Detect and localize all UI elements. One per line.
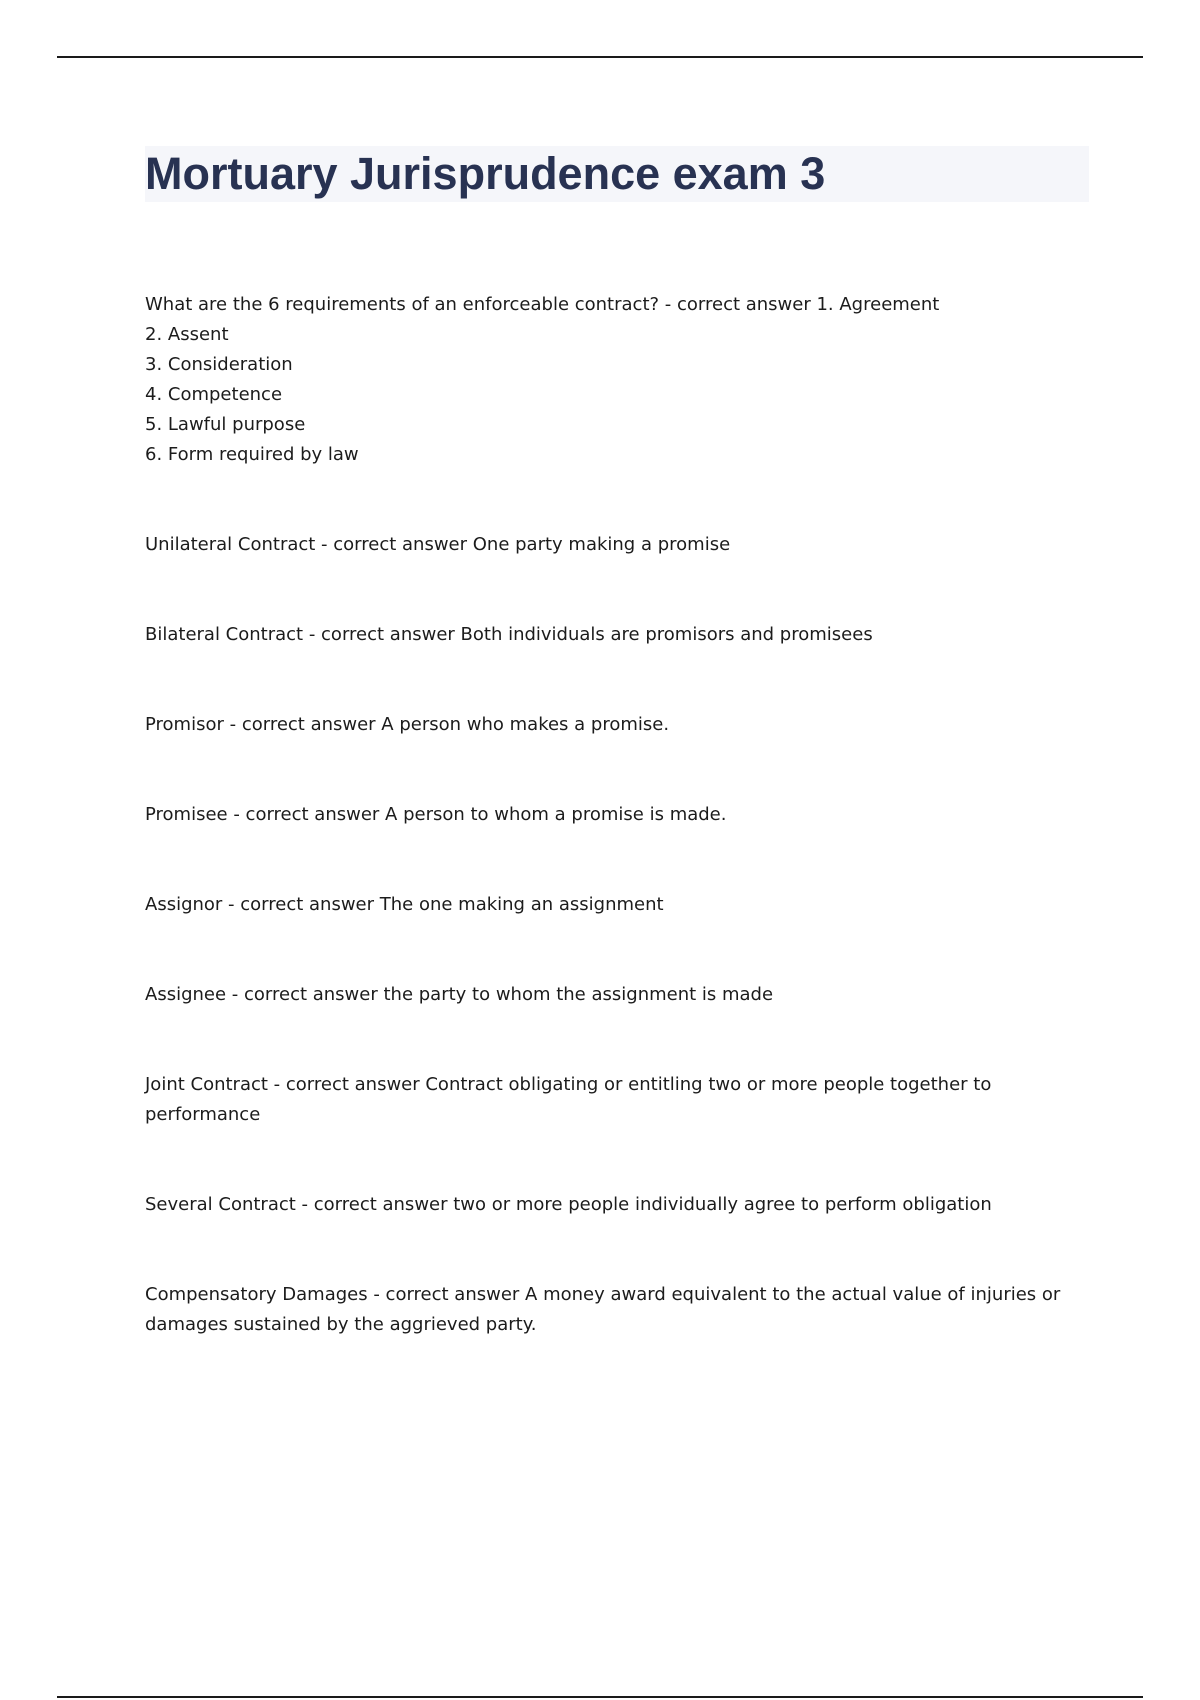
- qa-entry-requirements: [145, 290, 1075, 470]
- answer-list-item: 5. Lawful purpose: [145, 414, 306, 435]
- qa-entry-assignor: [145, 890, 1075, 920]
- document-body: [145, 290, 1075, 1340]
- qa-question-line: What are the 6 requirements of an enforceable contract? - correct answer 1. Agreement: [145, 294, 940, 315]
- header-rule: [57, 56, 1143, 58]
- qa-entry-text: Bilateral Contract - correct answer Both individuals are promisors and promisees: [145, 624, 873, 645]
- qa-entry-text: Promisee - correct answer A person to whom a promise is made.: [145, 804, 727, 825]
- footer-rule: [57, 1696, 1143, 1698]
- qa-entry-text: Joint Contract - correct answer Contract obligating or entitling two or more people together to performance: [145, 1074, 992, 1125]
- qa-entry-promisee: [145, 800, 1075, 830]
- qa-entry-promisor: [145, 710, 1075, 740]
- qa-entry-text: Promisor - correct answer A person who makes a promise.: [145, 714, 670, 735]
- page-title: Mortuary Jurisprudence exam 3: [145, 148, 826, 199]
- qa-entry-text: Several Contract - correct answer two or more people individually agree to perform obligation: [145, 1194, 992, 1215]
- qa-entry-assignee: [145, 980, 1075, 1010]
- qa-entry-text: Compensatory Damages - correct answer A money award equivalent to the actual value of injuries or damages sustained by the aggrieved party.: [145, 1284, 1061, 1335]
- answer-list-item: 2. Assent: [145, 324, 229, 345]
- answer-list-item: 6. Form required by law: [145, 444, 359, 465]
- qa-entry-several-contract: [145, 1190, 1075, 1220]
- answer-list-item: 3. Consideration: [145, 354, 293, 375]
- qa-entry-text: Assignee - correct answer the party to whom the assignment is made: [145, 984, 774, 1005]
- qa-entry-text: Assignor - correct answer The one making an assignment: [145, 894, 664, 915]
- qa-entry-compensatory-damages: [145, 1280, 1075, 1340]
- qa-entry-text: Unilateral Contract - correct answer One party making a promise: [145, 534, 731, 555]
- qa-entry-joint-contract: [145, 1070, 1075, 1130]
- qa-entry-unilateral-contract: [145, 530, 1075, 560]
- qa-entry-bilateral-contract: [145, 620, 1075, 650]
- answer-list-item: 4. Competence: [145, 384, 283, 405]
